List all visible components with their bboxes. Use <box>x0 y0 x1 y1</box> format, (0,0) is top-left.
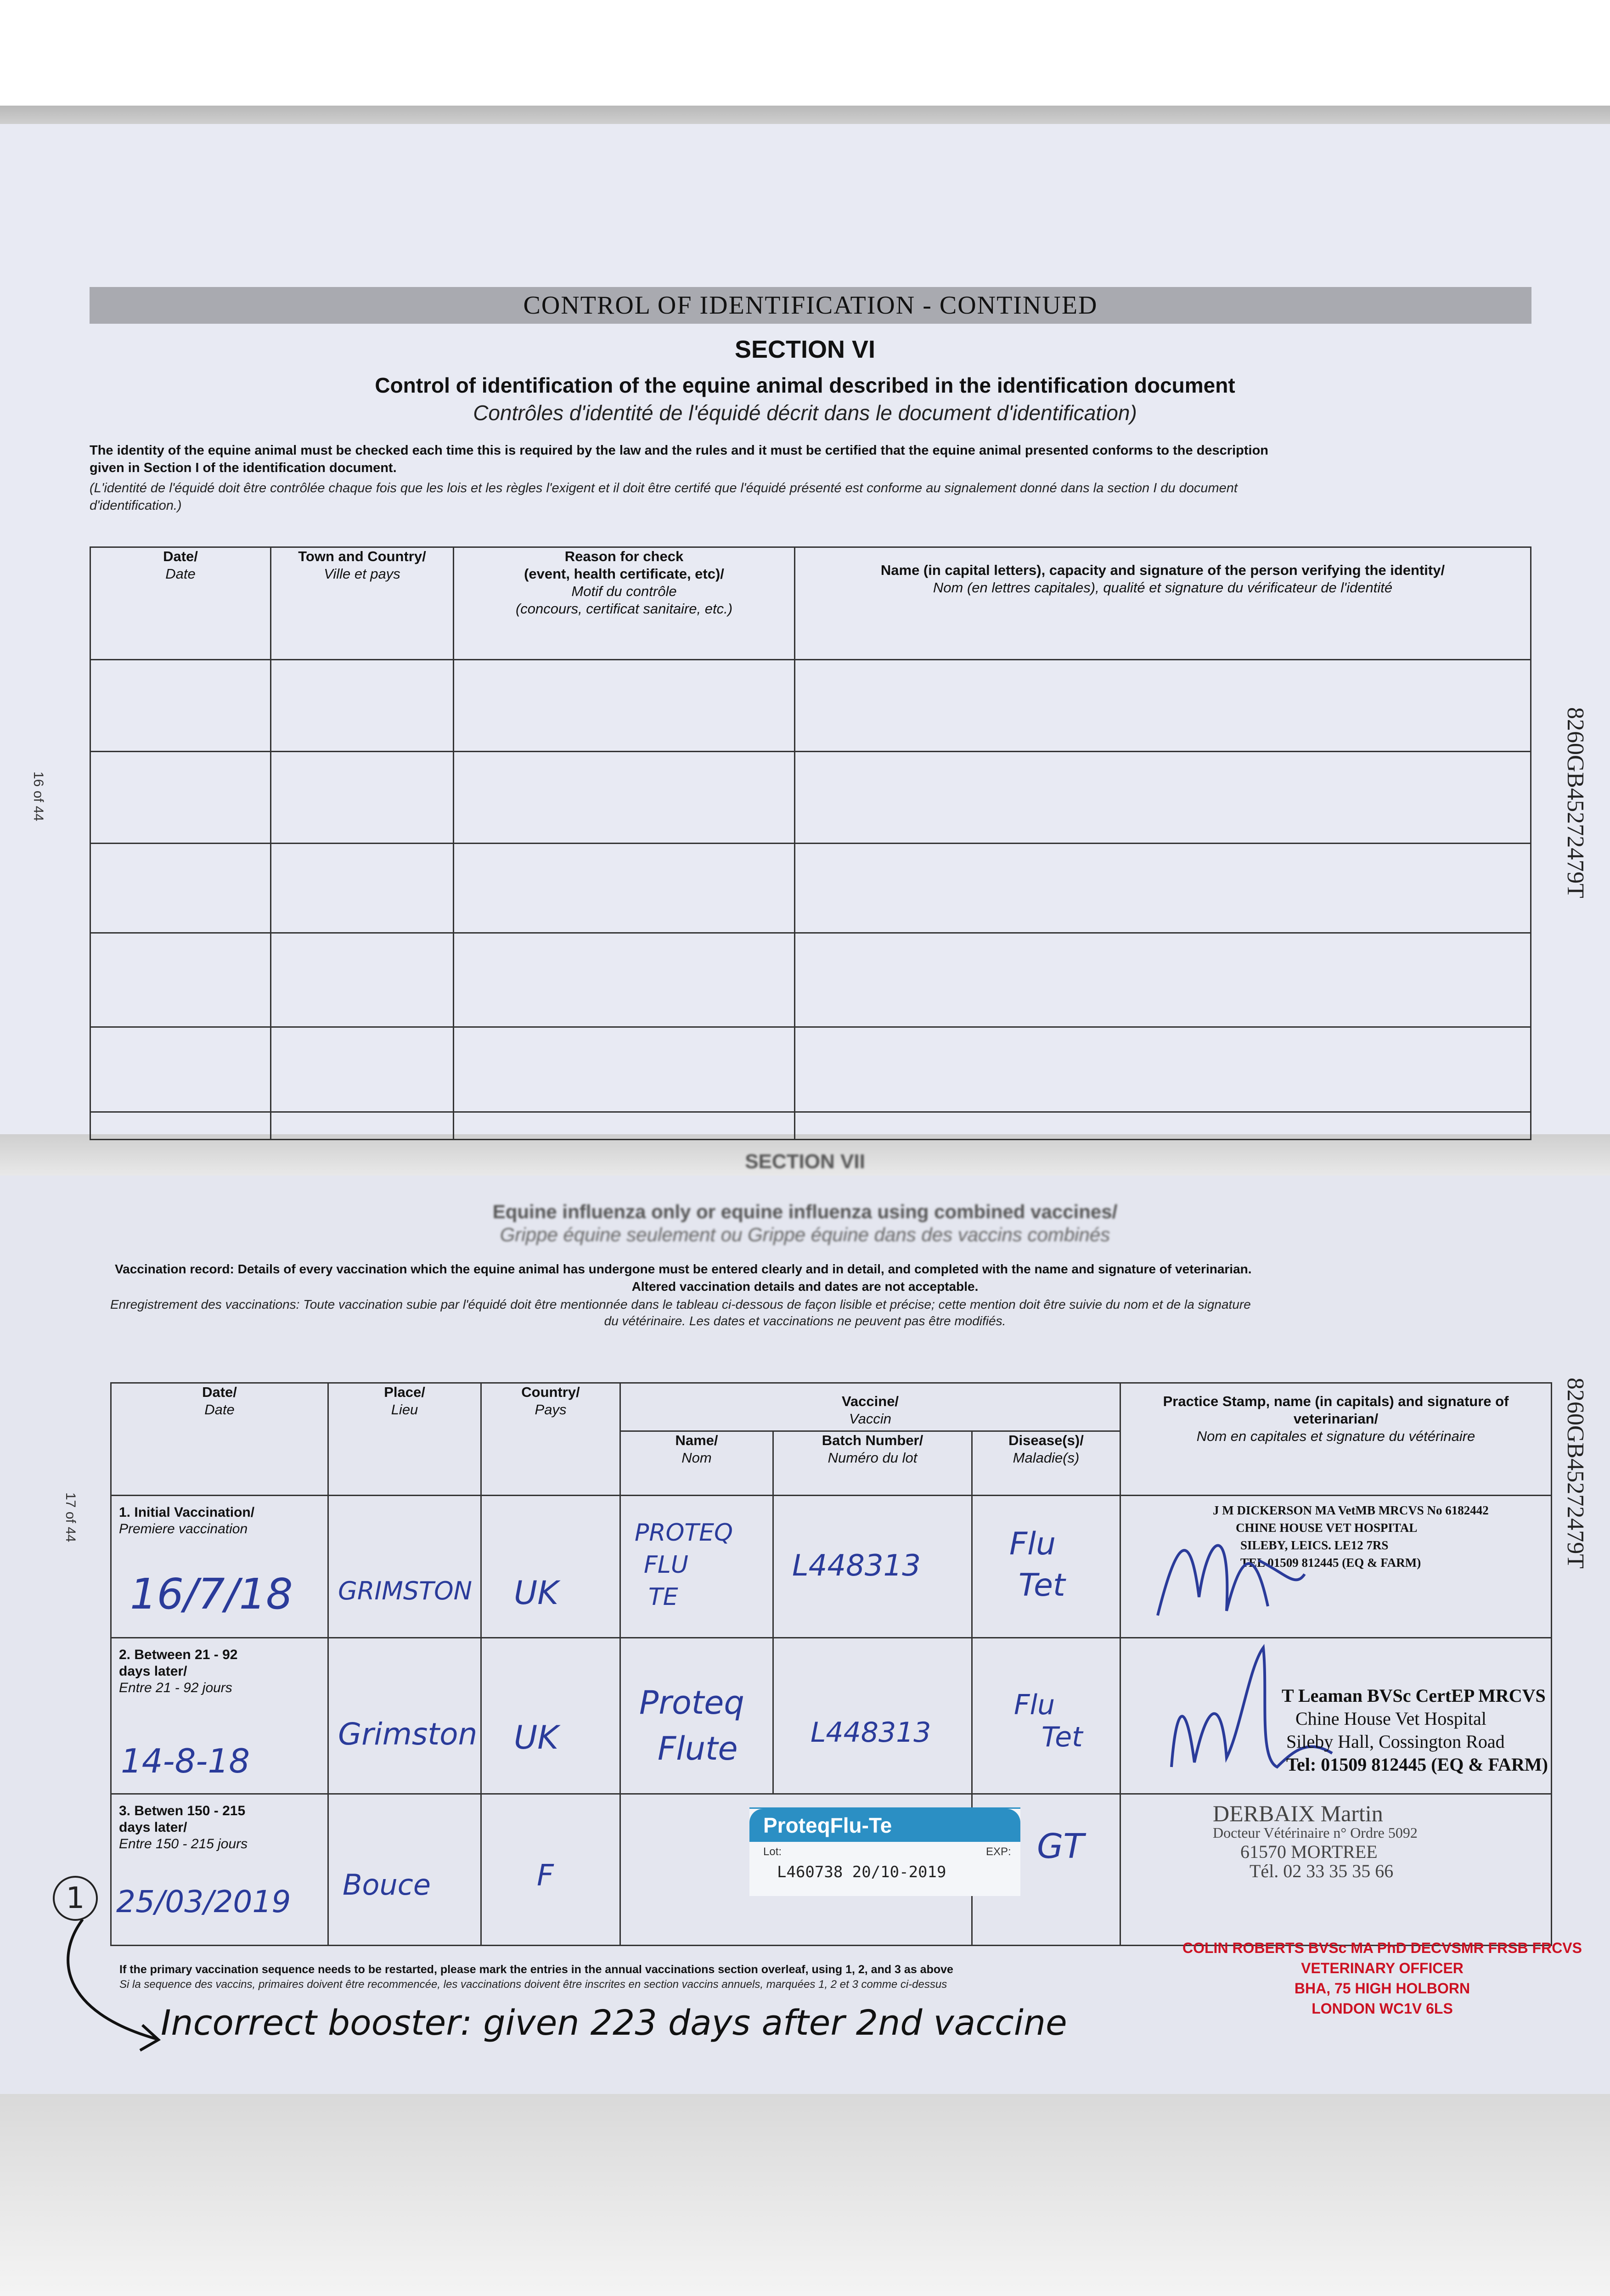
id-cell[interactable] <box>90 752 271 844</box>
section-vi-heading: Control of identification of the equine animal described in the identification document <box>375 373 1235 397</box>
page-bottom-edge <box>0 2094 1610 2296</box>
id-cell[interactable] <box>90 1112 271 1140</box>
practice-stamp-1: J M DICKERSON MA VetMB MRCVS No 6182442 CHINE HOUSE VET HOSPITAL SILEBY, LEICS. LE12 7RS TEL 01509 812445 (EQ & FARM) <box>1213 1503 1489 1570</box>
passport-number-lower: 8260GB45272479T <box>1562 1378 1588 1569</box>
id-cell[interactable] <box>271 933 454 1027</box>
id-cell[interactable] <box>454 752 795 844</box>
vacc-row-2-country[interactable]: UK <box>481 1638 620 1794</box>
id-cell[interactable] <box>795 752 1531 844</box>
id-cell[interactable] <box>795 933 1531 1027</box>
handwritten-note: Incorrect booster: given 223 days after 2nd vaccine <box>161 2002 1067 2043</box>
footer-note-en: If the primary vaccination sequence needs to be restarted, please mark the entries in the annual vaccinations section overleaf, using 1, 2, and 3 as above <box>119 1963 953 1976</box>
vacc-col-disease: Disease(s)/ Maladie(s) <box>972 1431 1120 1496</box>
vacc-row-3-date[interactable]: 3. Betwen 150 - 215 days later/ Entre 150 - 215 jours 25/03/2019 <box>111 1794 328 1946</box>
vacc-col-country: Country/ Pays <box>481 1383 620 1496</box>
identification-table <box>90 546 1531 1140</box>
section-vii-subheading: Grippe équine seulement ou Grippe équine dans des vaccins combinés <box>500 1224 1110 1245</box>
sticker-lot-label: Lot: <box>763 1846 782 1858</box>
section-vii-heading: Equine influenza only or equine influenza using combined vaccines/ <box>492 1201 1118 1222</box>
vacc-row-1-date[interactable]: 1. Initial Vaccination/ Premiere vaccination 16/7/18 <box>111 1496 328 1638</box>
vacc-row-1-place[interactable]: GRIMSTON <box>328 1496 481 1638</box>
id-cell[interactable] <box>795 844 1531 933</box>
vacc-row-1-name[interactable]: PROTEQ FLU TE <box>620 1496 773 1638</box>
vacc-col-batch: Batch Number/ Numéro du lot <box>773 1431 972 1496</box>
vacc-row-2-batch[interactable]: L448313 <box>773 1638 972 1794</box>
circle-mark: 1 <box>53 1876 98 1921</box>
intro-para-fr-1: (L'identité de l'équidé doit être contrôlée chaque fois que les lois et les règles l'exigent et il doit être certifé que l'équidé présenté est conforme au signalement donné dans la section I du document <box>90 481 1238 495</box>
id-cell[interactable] <box>271 844 454 933</box>
section-vii-title: SECTION VII <box>745 1150 865 1173</box>
vacc-row-3-vaccine[interactable] <box>620 1794 1011 1946</box>
vacc-col-vaccine: Vaccine/ Vaccin <box>620 1383 1120 1431</box>
banner-title: CONTROL OF IDENTIFICATION - CONTINUED <box>90 287 1531 324</box>
record-text-2: Altered vaccination details and dates are not acceptable. <box>631 1279 979 1294</box>
vacc-row-1-stamp[interactable] <box>1120 1496 1552 1638</box>
record-text-fr-1: Enregistrement des vaccinations: Toute vaccination subie par l'équidé doit être mentionnée dans le tableau ci-dessous de façon lisible et précise; cette mention doit être suivie du nom et de la signature <box>110 1297 1251 1311</box>
practice-stamp-2: T Leaman BVSc CertEP MRCVS Chine House Vet Hospital Sileby Hall, Cossington Road Tel: 01509 812445 (EQ & FARM) <box>1282 1685 1548 1775</box>
vacc-row-1-batch[interactable]: L448313 <box>773 1496 972 1638</box>
vacc-col-place: Place/ Lieu <box>328 1383 481 1496</box>
id-cell[interactable] <box>795 1112 1531 1140</box>
vacc-row-3-place[interactable]: Bouce <box>328 1794 481 1946</box>
record-text-fr-2: du vétérinaire. Les dates et vaccinations ne peuvent pas être modifiés. <box>604 1314 1006 1328</box>
vacc-row-1-country[interactable]: UK <box>481 1496 620 1638</box>
section-vi-subheading: Contrôles d'identité de l'équidé décrit dans le document d'identification) <box>473 401 1137 425</box>
vacc-col-stamp: Practice Stamp, name (in capitals) and signature of veterinarian/ Nom en capitales et signature du vétérinaire <box>1120 1383 1552 1496</box>
signature-1 <box>1148 1505 1314 1634</box>
record-text-1: Vaccination record: Details of every vaccination which the equine animal has undergone must be entered clearly and in detail, and completed with the name and signature of veterinarian. <box>115 1262 1252 1276</box>
id-cell[interactable] <box>90 660 271 752</box>
passport-number-upper: 8260GB45272479T <box>1562 707 1588 898</box>
page-number-17: 17 of 44 <box>63 1492 78 1542</box>
practice-stamp-3: DERBAIX Martin Docteur Vétérinaire n° Ordre 5092 61570 MORTREE Tél. 02 33 35 35 66 <box>1213 1801 1418 1881</box>
id-cell[interactable] <box>795 1027 1531 1112</box>
id-cell[interactable] <box>454 844 795 933</box>
section-vi-title: SECTION VI <box>734 336 876 363</box>
id-cell[interactable] <box>90 844 271 933</box>
vacc-row-2-name[interactable]: Proteq Flute <box>620 1638 773 1794</box>
id-col-town: Town and Country/ Ville et pays <box>271 547 454 660</box>
vacc-row-3-disease[interactable]: GT <box>972 1794 1120 1946</box>
id-col-name: Name (in capital letters), capacity and signature of the person verifying the identity/ Nom (en lettres capitales), qualité et signature du vérificateur de l'identité <box>795 547 1531 660</box>
id-cell[interactable] <box>271 1112 454 1140</box>
id-cell[interactable] <box>454 1027 795 1112</box>
id-cell[interactable] <box>90 933 271 1027</box>
sticker-exp-label: EXP: <box>986 1846 1011 1858</box>
id-col-reason: Reason for check (event, health certificate, etc)/ Motif du contrôle (concours, certificat sanitaire, etc.) <box>454 547 795 660</box>
vacc-row-2-stamp[interactable] <box>1120 1638 1552 1794</box>
sticker-lot: L460738 20/10-2019 <box>777 1863 946 1881</box>
id-col-date: Date/ Date <box>90 547 271 660</box>
id-cell[interactable] <box>271 660 454 752</box>
vaccination-table <box>110 1382 1552 1946</box>
sticker-brand: ProteqFlu-Te <box>749 1809 1020 1842</box>
id-cell[interactable] <box>271 1027 454 1112</box>
vacc-row-1-disease[interactable]: Flu Tet <box>972 1496 1120 1638</box>
intro-para-en-2: given in Section I of the identification document. <box>90 461 397 475</box>
id-cell[interactable] <box>271 752 454 844</box>
id-cell[interactable] <box>454 933 795 1027</box>
id-cell[interactable] <box>454 660 795 752</box>
footer-note-fr: Si la sequence des vaccins, primaires doivent être recommencée, les vaccinations doivent être inscrites en section vaccins annuels, marquées 1, 2 et 3 comme ci-dessus <box>119 1978 947 1991</box>
intro-para-fr-2: d'identification.) <box>90 498 182 513</box>
id-cell[interactable] <box>795 660 1531 752</box>
vacc-row-2-place[interactable]: Grimston <box>328 1638 481 1794</box>
page-number-16: 16 of 44 <box>31 771 46 822</box>
vacc-col-date: Date/ Date <box>111 1383 328 1496</box>
official-red-stamp: COLIN ROBERTS BVSc MA PhD DECVSMR FRSB FRCVS VETERINARY OFFICER BHA, 75 HIGH HOLBORN LONDON WC1V 6LS <box>1182 1940 1582 2017</box>
vacc-row-2-date[interactable]: 2. Between 21 - 92 days later/ Entre 21 - 92 jours 14-8-18 <box>111 1638 328 1794</box>
vacc-row-2-disease[interactable]: Flu Tet <box>972 1638 1120 1794</box>
intro-para-en-1: The identity of the equine animal must be checked each time this is required by the law and the rules and it must be certified that the equine animal presented conforms to the description <box>90 443 1269 458</box>
vacc-row-3-stamp[interactable] <box>1120 1794 1552 1946</box>
id-cell[interactable] <box>90 1027 271 1112</box>
vacc-col-name: Name/ Nom <box>620 1431 773 1496</box>
vacc-row-3-country[interactable]: F <box>481 1794 620 1946</box>
handwritten-arrow <box>51 1919 170 2057</box>
id-cell[interactable] <box>454 1112 795 1140</box>
